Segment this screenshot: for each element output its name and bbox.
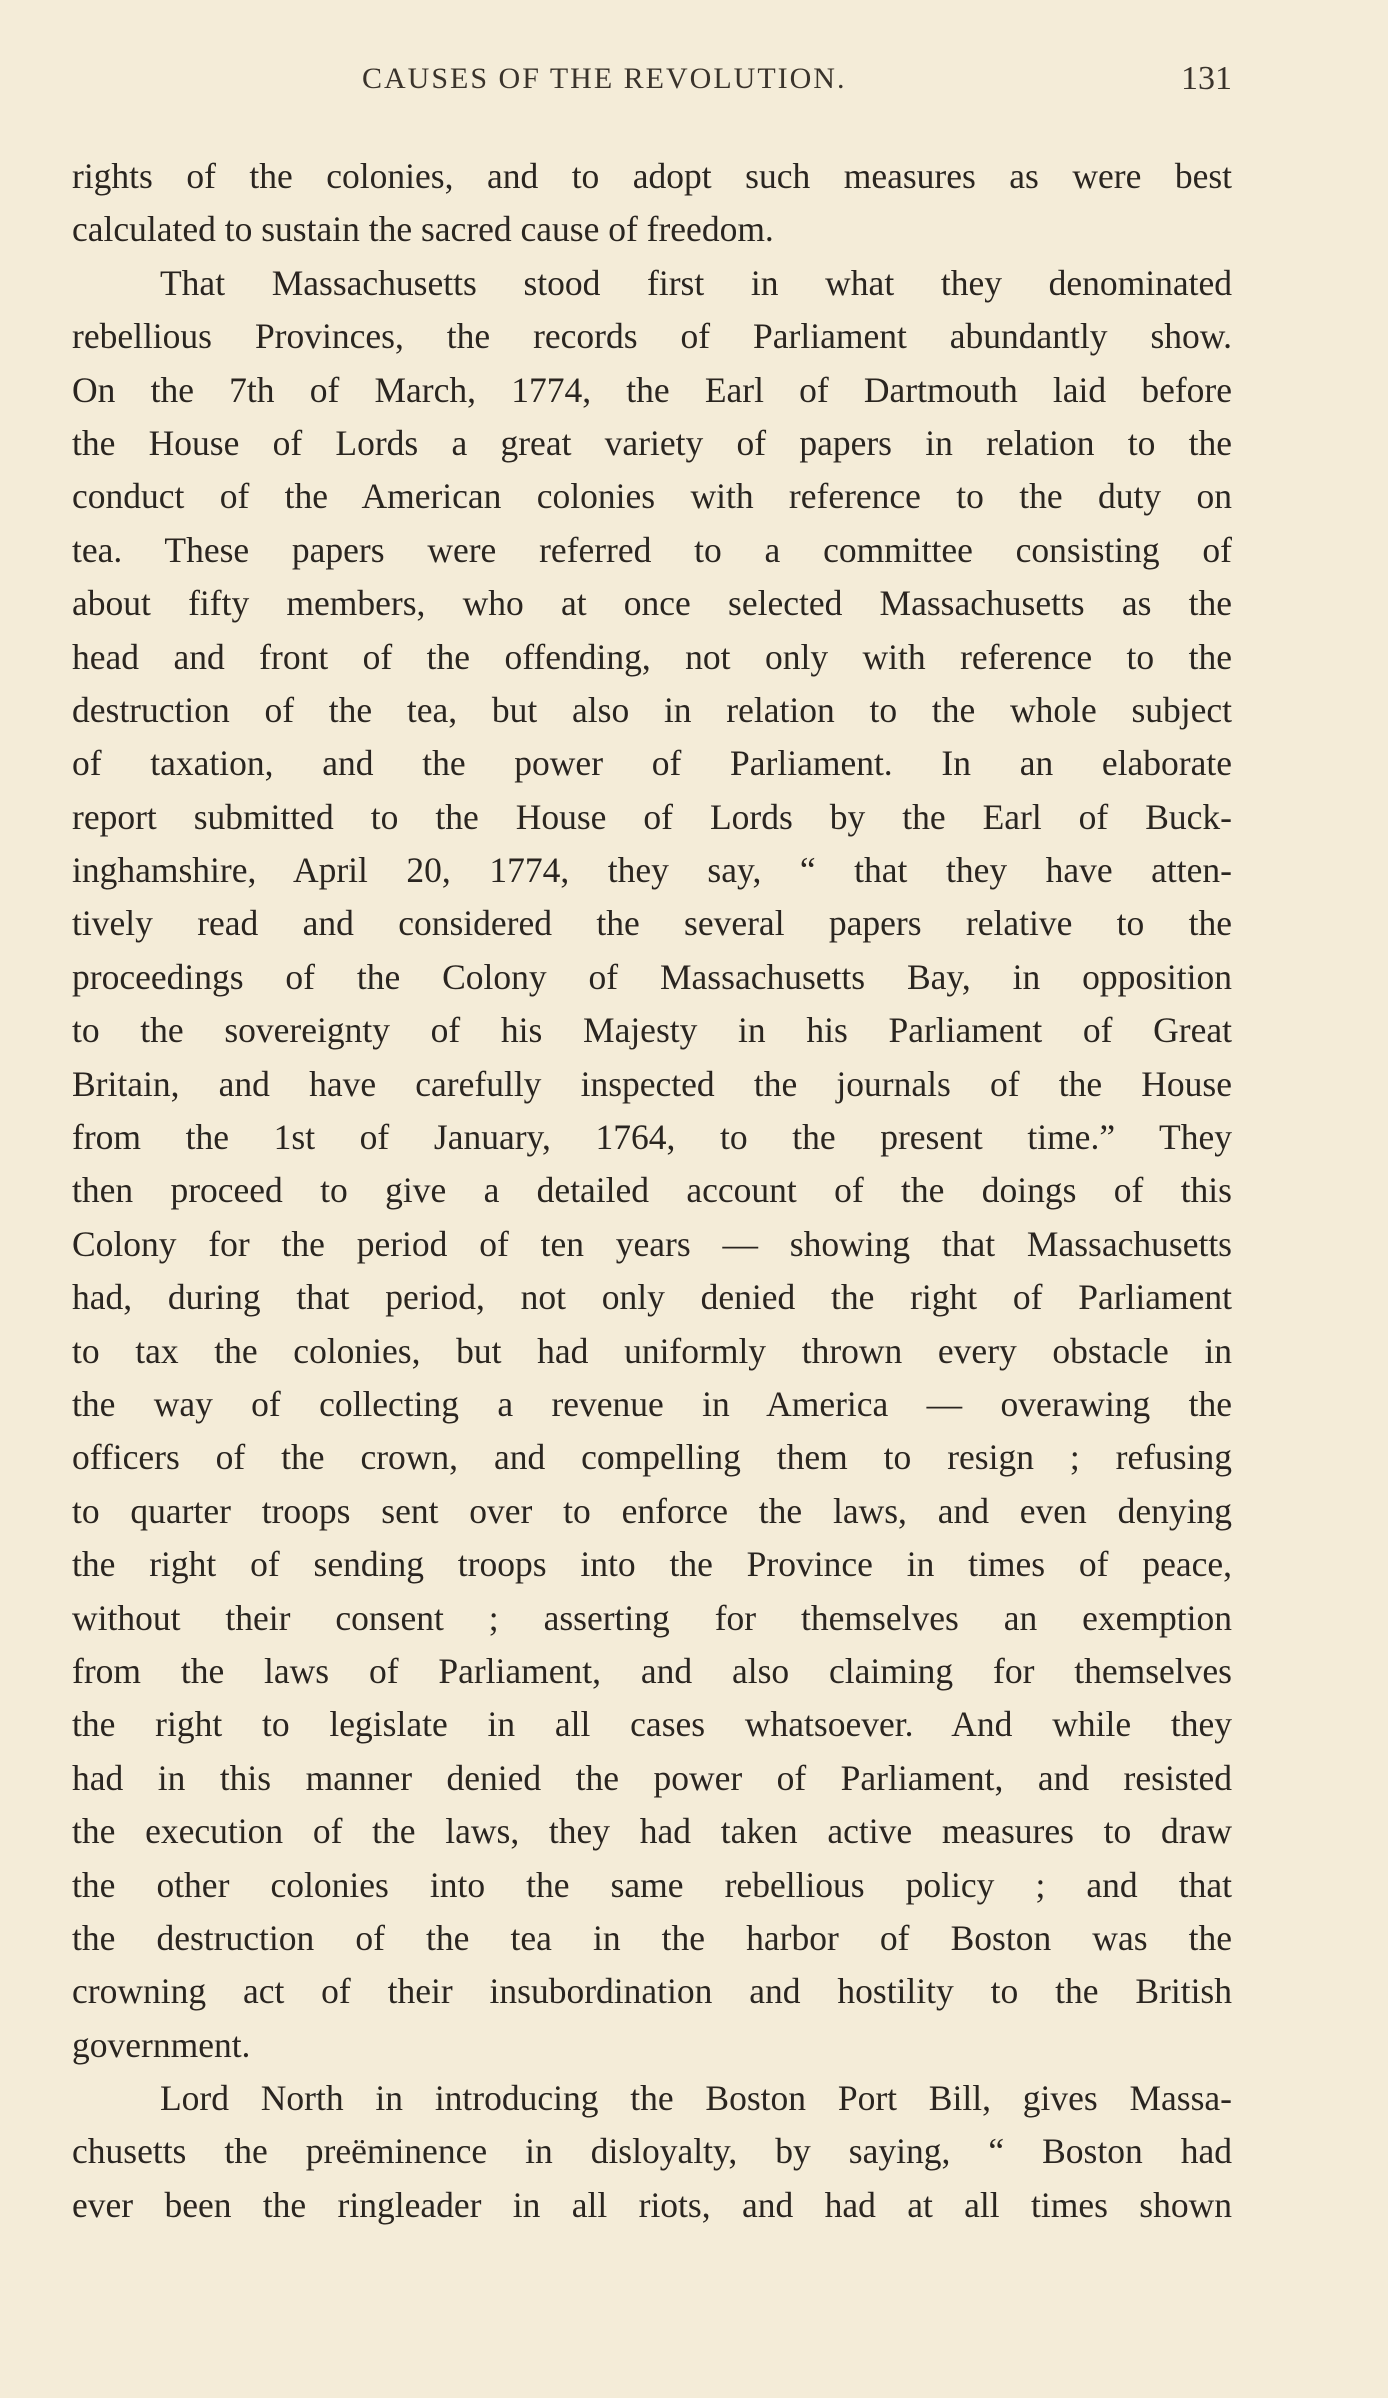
text-line: the destruction of the tea in the harbor of Boston was the: [72, 1917, 1232, 1958]
text-line: had in this manner denied the power of Parliament, and resisted: [72, 1757, 1232, 1798]
running-title: CAUSES OF THE REVOLUTION.: [362, 62, 847, 95]
text-line: to the sovereignty of his Majesty in his Parliament of Great: [72, 1010, 1232, 1051]
text-line: from the 1st of January, 1764, to the present time.” They: [72, 1117, 1232, 1158]
text-line: about fifty members, who at once selected Massachusetts as the: [72, 583, 1232, 624]
text-line: the right of sending troops into the Province in times of peace,: [72, 1544, 1232, 1585]
text-line: the right to legislate in all cases whatsoever. And while they: [72, 1704, 1232, 1745]
page-number: 131: [1181, 60, 1232, 97]
text-line: On the 7th of March, 1774, the Earl of Dartmouth laid before: [72, 369, 1232, 410]
text-line: Lord North in introducing the Boston Port Bill, gives Massa-: [160, 2078, 1232, 2119]
text-line: the other colonies into the same rebellious policy ; and that: [72, 1864, 1232, 1905]
text-line: inghamshire, April 20, 1774, they say, “ that they have atten-: [72, 850, 1232, 891]
text-line: government.: [72, 2024, 251, 2065]
text-line: destruction of the tea, but also in relation to the whole subject: [72, 689, 1232, 730]
body-text: [72, 150, 1232, 2232]
text-line: to tax the colonies, but had uniformly thrown every obstacle in: [72, 1330, 1232, 1371]
running-head: [72, 62, 1232, 122]
text-line: conduct of the American colonies with reference to the duty on: [72, 476, 1232, 517]
text-line: report submitted to the House of Lords by the Earl of Buck-: [72, 796, 1232, 837]
text-line: from the laws of Parliament, and also claiming for themselves: [72, 1650, 1232, 1691]
text-line: the House of Lords a great variety of papers in relation to the: [72, 422, 1232, 463]
text-line: to quarter troops sent over to enforce the laws, and even denying: [72, 1490, 1232, 1531]
text-line: officers of the crown, and compelling them to resign ; refusing: [72, 1437, 1232, 1478]
text-line: Colony for the period of ten years — showing that Massachusetts: [72, 1223, 1232, 1264]
text-line: tea. These papers were referred to a committee consisting of: [72, 529, 1232, 570]
text-line: crowning act of their insubordination and hostility to the British: [72, 1971, 1232, 2012]
text-line: tively read and considered the several papers relative to the: [72, 903, 1232, 944]
text-line: of taxation, and the power of Parliament. In an elaborate: [72, 743, 1232, 784]
text-line: chusetts the preëminence in disloyalty, by saying, “ Boston had: [72, 2131, 1232, 2172]
text-line: rights of the colonies, and to adopt such measures as were best: [72, 156, 1232, 196]
text-line: head and front of the offending, not only with reference to the: [72, 636, 1232, 677]
text-line: That Massachusetts stood first in what they denominated: [160, 262, 1232, 303]
text-line: without their consent ; asserting for themselves an exemption: [72, 1597, 1232, 1638]
text-line: ever been the ringleader in all riots, and had at all times shown: [72, 2184, 1232, 2225]
text-line: calculated to sustain the sacred cause of freedom.: [72, 209, 774, 250]
text-line: the execution of the laws, they had taken active measures to draw: [72, 1811, 1232, 1852]
text-line: rebellious Provinces, the records of Parliament abundantly show.: [72, 316, 1232, 357]
text-line: the way of collecting a revenue in America — overawing the: [72, 1383, 1232, 1424]
text-line: had, during that period, not only denied the right of Parliament: [72, 1277, 1232, 1318]
text-line: proceedings of the Colony of Massachusetts Bay, in opposition: [72, 956, 1232, 997]
text-line: then proceed to give a detailed account of the doings of this: [72, 1170, 1232, 1211]
text-line: Britain, and have carefully inspected the journals of the House: [72, 1063, 1232, 1104]
